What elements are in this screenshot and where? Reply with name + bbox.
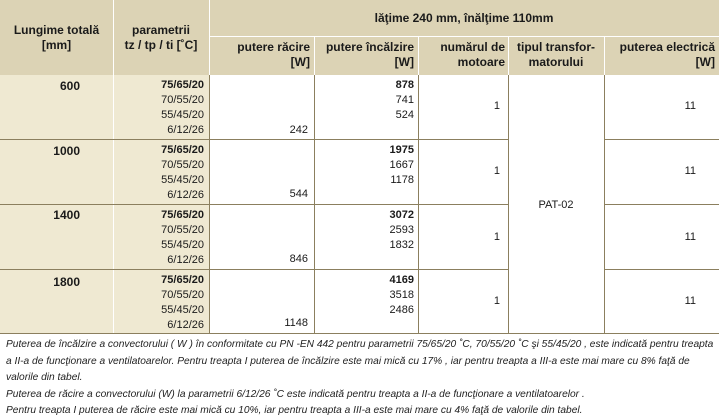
footnote-line: a II-a de funcţionare a ventilatoarelor. Pentru treapta I puterea de încălzire este mai mică cu 17% , iar pentru treapta a III-a este mai mare cu 8% faţă de [6, 355, 690, 367]
row-heating: 4169 3518 2486 [389, 274, 414, 316]
row-length: 1000 [53, 144, 80, 158]
row-cooling: 846 [289, 253, 308, 265]
row-cooling: 1148 [284, 317, 308, 329]
row-heating: 3072 2593 1832 [389, 209, 414, 251]
row-cooling: 544 [289, 188, 308, 200]
row-length: 1400 [53, 208, 80, 222]
row-length: 600 [59, 79, 80, 93]
row-motors: 1 [493, 100, 500, 112]
row-motors: 1 [493, 295, 500, 307]
length-header: Lungime totală [mm] [13, 23, 100, 52]
row-motors: 1 [493, 165, 500, 177]
footnote-line: valorile din tabel. [6, 372, 83, 383]
footnote-line: Pentru treapta I puterea de răcire este mai mică cu 10%, iar pentru treapta a III-a este mai mare cu 4% faţă de valorile din tabel. [6, 405, 583, 416]
footnotes [6, 337, 718, 420]
row-power: 11 [684, 100, 696, 112]
row-params: 75/65/20 70/55/20 55/45/20 6/12/26 [161, 79, 204, 136]
row-power: 11 [684, 231, 696, 243]
row-motors: 1 [493, 231, 500, 243]
power-header: puterea electrică [W] [619, 40, 715, 69]
footnote-line: Puterea de răcire a convectorului (W) la parametrii 6/12/26 ˚C este indicată pentru treapta a II-a de funcţionare a ventilatoarelor . [6, 388, 585, 400]
cooling-header: putere răcire [W] [237, 40, 310, 69]
row-length: 1800 [53, 275, 80, 289]
transformer-header: tipul transfor- matorului [517, 40, 595, 69]
footnote-line: Puterea de încălzire a convectorului ( W ) în conformitate cu PN -EN 442 pentru parametrii 75/65/20 ˚C, 70/55/20 ˚C şi 55/45/20 , este indicată pentru treapta [6, 339, 714, 350]
row-params: 75/65/20 70/55/20 55/45/20 6/12/26 [161, 144, 204, 201]
motors-header: numărul de motoare [440, 40, 505, 69]
row-power: 11 [684, 165, 696, 177]
heating-header: putere încălzire [W] [325, 40, 414, 69]
group-title: lăţime 240 mm, înălţime 110mm [374, 11, 554, 25]
transformer-type: PAT-02 [538, 199, 574, 211]
row-cooling: 242 [289, 124, 308, 136]
row-params: 75/65/20 70/55/20 55/45/20 6/12/26 [161, 209, 204, 266]
params-header: parametrii tz / tp / ti [˚C] [124, 23, 198, 52]
row-heating: 878 741 524 [395, 79, 414, 121]
row-params: 75/65/20 70/55/20 55/45/20 6/12/26 [161, 274, 204, 331]
row-power: 11 [684, 295, 696, 307]
row-heating: 1975 1667 1178 [389, 144, 414, 186]
